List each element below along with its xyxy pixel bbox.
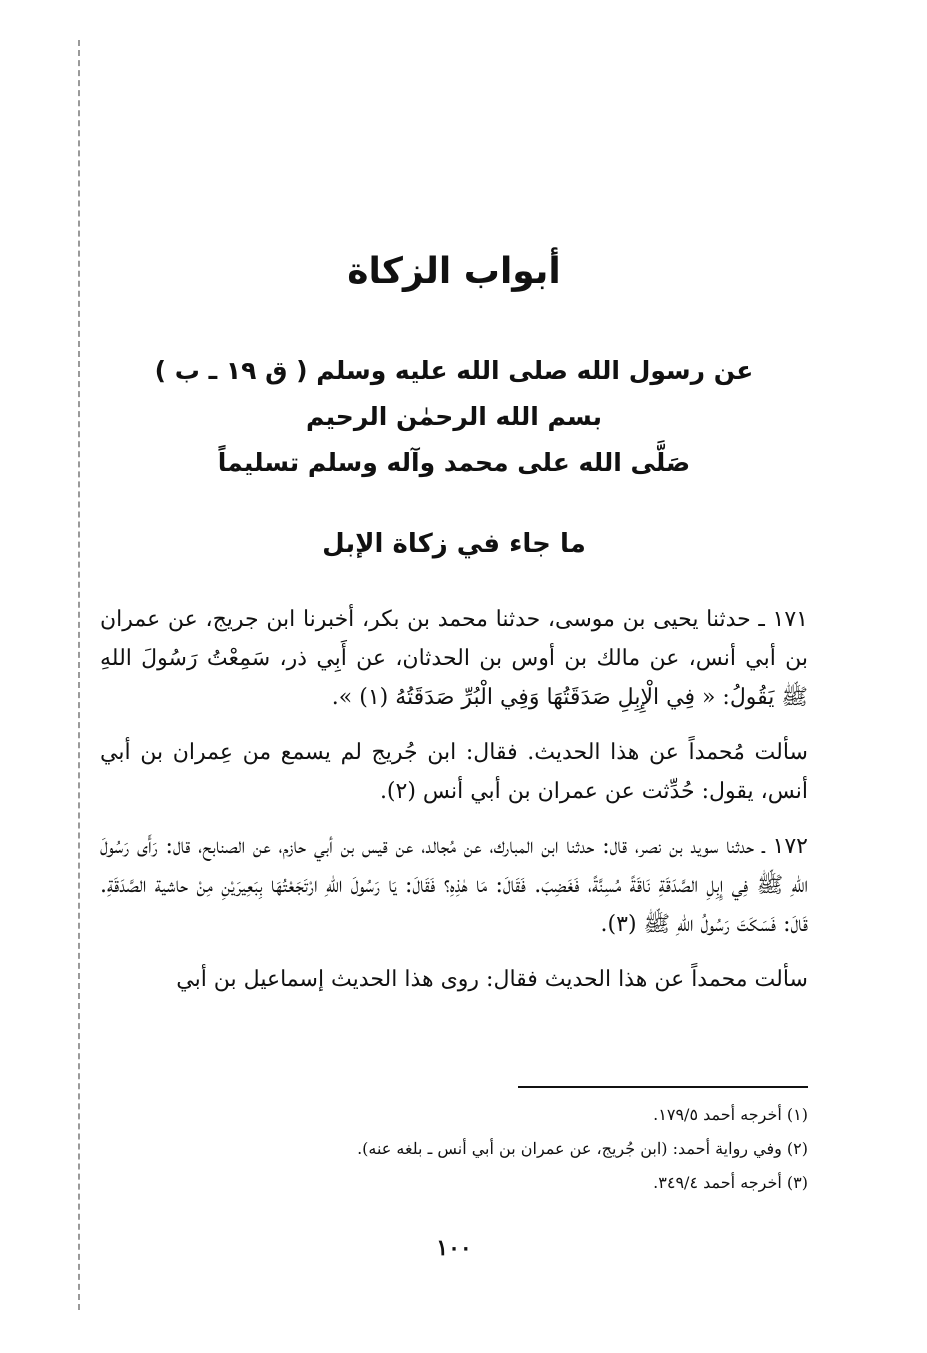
header-line-salat: صَلَّى الله على محمد وآله وسلم تسليماً	[217, 448, 691, 477]
footnotes	[100, 1098, 808, 1200]
chapter-title: أبواب الزكاة	[347, 251, 561, 292]
footnote-2: (٢) وفي رواية أحمد: (ابن جُريج، عن عمران بن أبي أنس ـ بلغه عنه).	[357, 1139, 808, 1158]
footnote-divider	[518, 1086, 808, 1088]
section-title: ما جاء في زكاة الإبل	[322, 529, 586, 559]
book-page	[100, 0, 808, 1353]
header-line-source: عن رسول الله صلى الله عليه وسلم ( ق ١٩ ـ ب )	[154, 356, 754, 385]
hadith-171: ١٧١ ـ حدثنا يحيى بن موسى، حدثنا محمد بن بكر، أخبرنا ابن جريج، عن عمران بن أبي أنس، عن مالك بن أوس بن الحدثان، عن أَبِي ذر، سَمِعْتُ رَسُولَ اللهِ ﷺ يَقُولُ: « فِي الْإِبِلِ صَدَقَتُهَا وَفِي الْبُرِّ صَدَقَتُهُ (١) ».	[100, 607, 808, 710]
main-text	[100, 600, 808, 999]
chapter-header	[100, 348, 808, 486]
footnote-1: (١) أخرجه أحمد ١٧٩/٥.	[653, 1105, 808, 1124]
footnote-3: (٣) أخرجه أحمد ٣٤٩/٤.	[653, 1173, 808, 1192]
page-number: ١٠٠	[436, 1235, 472, 1261]
header-line-basmala: بسم الله الرحمٰن الرحيم	[306, 402, 602, 431]
comment-171: سألت مُحمداً عن هذا الحديث. فقال: ابن جُريج لم يسمع من عِمران بن أبي أنس، يقول: حُدِّثت عن عمران بن أبي أنس (٢).	[100, 740, 808, 804]
binding-dashed-line	[78, 40, 80, 1310]
comment-172: سألت محمداً عن هذا الحديث فقال: روى هذا الحديث إسماعيل بن أبي	[176, 967, 808, 992]
hadith-172: ١٧٢ ـ حدثنا سويد بن نصر، قال: حدثنا ابن المبارك، عن مُجالد، عن قيس بن أبي حازم، عن الصنابح، قال: رَأَى رَسُولَ اللهِ ﷺ فِي إِبِلِ الصَّدَقَةِ نَاقَةً مُسِنَّةً، فَغَضِبَ. فَقَالَ: مَا هٰذِهِ؟ فَقَالَ: يَا رَسُولَ اللهِ ارْتَجَعْتُهَا بِبَعِيرَيْنِ مِنْ حاشية الصَّدَقَةِ. قَالَ: فَسَكَتَ رَسُولُ اللهِ ﷺ (٣).	[100, 834, 808, 937]
